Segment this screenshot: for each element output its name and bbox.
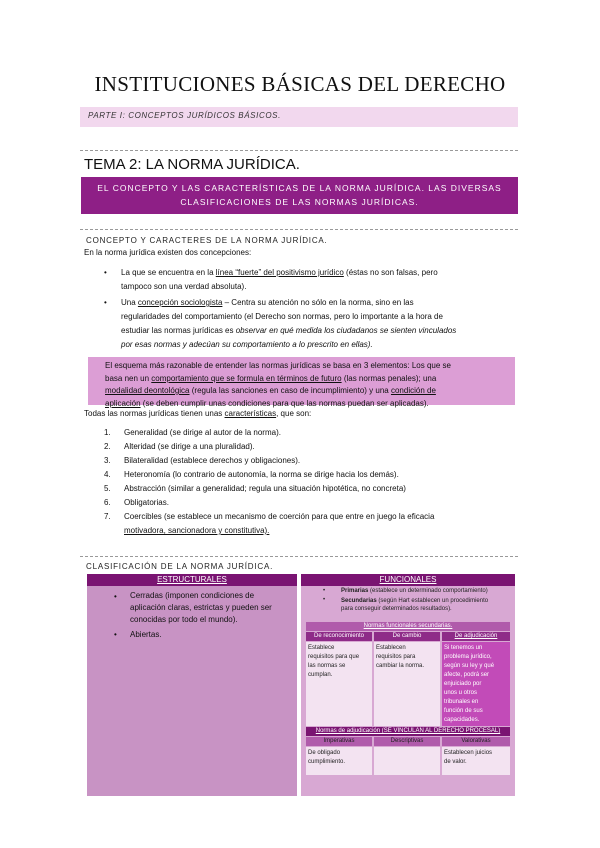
bullet-dot: • xyxy=(114,630,117,639)
bullet-text: Abiertas. xyxy=(130,630,162,639)
cell-line: capacidades. xyxy=(444,717,480,723)
bullet-text xyxy=(121,296,414,310)
section-heading: CONCEPTO Y CARACTERES DE LA NORMA JURÍDICA. xyxy=(86,236,328,245)
bullet-text xyxy=(121,266,438,280)
text-span: (se deben cumplir unas condiciones para que las normas puedan ser aplicadas). xyxy=(140,398,429,408)
highlight-box xyxy=(88,357,515,408)
cell-line: Establecen juicios xyxy=(444,750,493,756)
subtable-col-header: De reconocimiento xyxy=(306,632,372,641)
cell-line: según su ley y qué xyxy=(444,663,495,669)
functional-column xyxy=(301,574,515,796)
cell-line: las normas se xyxy=(308,663,346,669)
list-text: motivadora, sancionadora y constitutiva). xyxy=(124,526,270,535)
cell-line: tribunales en xyxy=(444,699,479,705)
bold-term: Primarias xyxy=(341,588,369,594)
bullet-dot: • xyxy=(104,268,107,277)
subtable-col-header: Descriptivas xyxy=(374,737,440,746)
list-number: 4. xyxy=(104,470,111,479)
underlined-term: aplicación xyxy=(105,398,141,408)
cell-line: requisitos para xyxy=(376,654,416,660)
text-span: (las normas penales); una xyxy=(341,373,437,383)
text-span: basa nen un xyxy=(105,373,152,383)
underlined-term: condición de xyxy=(390,386,436,395)
secondary-norms-table xyxy=(306,622,510,726)
part-label: PARTE I: CONCEPTOS JURÍDICOS BÁSICOS. xyxy=(88,111,281,120)
cell-line: cumplimiento. xyxy=(308,759,346,765)
topic-banner-line: CLASIFICACIONES DE LAS NORMAS JURÍDICAS. xyxy=(180,197,419,207)
part-banner xyxy=(80,107,518,127)
intro-text: En la norma jurídica existen dos concepciones: xyxy=(84,248,252,257)
text-line: conocidas por todo el mundo). xyxy=(130,615,238,624)
cell-line: Establece xyxy=(308,645,335,651)
subtable-col-header: De adjudicación xyxy=(442,632,510,641)
cell-line: Establecen xyxy=(376,645,406,651)
cell-line: función de sus xyxy=(444,708,483,714)
subtable-col-header: De cambio xyxy=(374,632,440,641)
subtable-cell xyxy=(442,747,510,775)
bullet-text: regularidades del comportamiento (el Derecho son normas, pero lo importante a la hora de xyxy=(121,312,443,321)
subtable-cell xyxy=(306,747,372,775)
underlined-term: comportamiento que se formula en términos de futuro xyxy=(151,373,342,383)
list-number: 2. xyxy=(104,442,111,451)
list-number: 3. xyxy=(104,456,111,465)
bullet-dot: • xyxy=(114,592,117,601)
text-line: para conseguir determinados resultados). xyxy=(341,606,452,612)
subtable-cell xyxy=(374,642,440,726)
underlined-term: concepción sociologista xyxy=(137,298,223,307)
bullet-dot: • xyxy=(323,597,326,603)
subtable-header-row xyxy=(306,737,510,746)
subtable-body-row xyxy=(306,642,510,726)
column-header: FUNCIONALES xyxy=(301,574,515,586)
text-span: Una xyxy=(121,298,138,307)
underlined-term: línea “fuerte” del positivismo jurídico xyxy=(215,268,344,277)
text-line: Cerradas (imponen condiciones de xyxy=(130,591,255,600)
cell-line: De obligado xyxy=(308,750,341,756)
text-span: (éstas no son falsas, pero xyxy=(343,268,438,277)
list-text: Obligatorias. xyxy=(124,498,169,507)
bullet-text xyxy=(341,588,488,594)
subtable-header-row xyxy=(306,632,510,641)
cell-line: cumplan. xyxy=(308,672,333,678)
subtable-title: Normas funcionales secundarias. xyxy=(306,622,510,631)
bold-term: Secundarias xyxy=(341,598,377,604)
cell-line: enjuiciado por xyxy=(444,681,482,687)
column-header: ESTRUCTURALES xyxy=(87,574,297,586)
subtable-cell xyxy=(442,642,510,726)
highlight-line xyxy=(105,385,515,398)
cell-line: de valor. xyxy=(444,759,467,765)
subtable-col-header: Imperativas xyxy=(306,737,372,746)
list-number: 5. xyxy=(104,484,111,493)
divider xyxy=(80,150,518,151)
bullet-text xyxy=(130,590,272,626)
cell-line: afecte, podrá ser xyxy=(444,672,490,678)
text-span: Todas las normas jurídicas tienen unas xyxy=(84,409,225,418)
text-span: La que se encuentra en la xyxy=(121,268,216,277)
document-title: INSTITUCIONES BÁSICAS DEL DERECHO xyxy=(94,72,506,96)
divider xyxy=(80,556,518,557)
list-text: Alteridad (se dirige a una pluralidad). xyxy=(124,442,255,451)
bullet-text xyxy=(121,338,373,352)
text-span: estudiar las normas jurídicas es xyxy=(121,326,236,335)
bullet-text: tampoco son una verdad absoluta). xyxy=(121,282,247,291)
cell-line: requisitos para que xyxy=(308,654,360,660)
structural-column xyxy=(87,574,297,796)
topic-banner xyxy=(81,177,518,214)
list-text: Heteronomía (lo contrario de autonomía, la norma se dirige hacia los demás). xyxy=(124,470,399,479)
cell-line: unos u otros xyxy=(444,690,478,696)
section-heading: CLASIFICACIÓN DE LA NORMA JURÍDICA. xyxy=(86,562,274,571)
bullet-text xyxy=(341,597,488,613)
divider xyxy=(80,229,518,230)
cell-line: cambiar la norma. xyxy=(376,663,425,669)
bullet-text xyxy=(121,324,456,338)
subtable-title: Normas de adjudicación (SE VINCULAN AL DERECHO PROCESAL) xyxy=(306,727,510,736)
underlined-term: modalidad deontológica xyxy=(105,386,190,395)
topic-banner-line: EL CONCEPTO Y LAS CARACTERÍSTICAS DE LA NORMA JURÍDICA. LAS DIVERSAS xyxy=(97,183,502,193)
text-line: aplicación claras, estrictas y pueden ser xyxy=(130,603,272,612)
subtable-col-header: Valorativas xyxy=(442,737,510,746)
bullet-dot: • xyxy=(104,298,107,307)
underlined-term: características xyxy=(224,409,277,418)
subtable-cell xyxy=(306,642,372,726)
list-number: 7. xyxy=(104,512,111,521)
bullet-dot: • xyxy=(323,588,326,594)
list-number: 1. xyxy=(104,428,111,437)
italic-text: observar en qué medida los ciudadanos se sienten vinculados xyxy=(235,326,457,335)
cell-line: Si tenemos un xyxy=(444,645,483,651)
subtable-body-row xyxy=(306,747,510,775)
highlight-line xyxy=(105,373,515,386)
text-span: (establece un determinado comportamiento) xyxy=(368,588,488,594)
list-text: Bilateralidad (establece derechos y obligaciones). xyxy=(124,456,301,465)
text-span: (según Hart establecen un procedimiento xyxy=(376,598,489,604)
text-span: – Centra su atención no sólo en la norma, sino en las xyxy=(222,298,414,307)
topic-heading: TEMA 2: LA NORMA JURÍDICA. xyxy=(84,156,300,173)
italic-text: por esas normas y adecúan su comportamiento a lo prescrito en ellas). xyxy=(121,340,373,349)
highlight-text xyxy=(88,357,515,410)
cell-line: problema jurídico, xyxy=(444,654,492,660)
list-number: 6. xyxy=(104,498,111,507)
highlight-line: El esquema más razonable de entender las normas jurídicas se basa en 3 elementos: Los que se xyxy=(105,361,451,370)
subtable-cell xyxy=(374,747,440,775)
list-text: Generalidad (se dirige al autor de la norma). xyxy=(124,428,281,437)
adjudication-table xyxy=(306,727,510,775)
list-text: Coercibles (se establece un mecanismo de coerción para que entre en juego la eficacia xyxy=(124,512,435,521)
list-text: Abstracción (similar a generalidad; regula una situación hipotética, no concreta) xyxy=(124,484,406,493)
characteristics-intro xyxy=(84,407,311,421)
text-span: (regula las sanciones en caso de incumplimiento) y una xyxy=(189,386,391,395)
text-span: , que son: xyxy=(276,409,312,418)
